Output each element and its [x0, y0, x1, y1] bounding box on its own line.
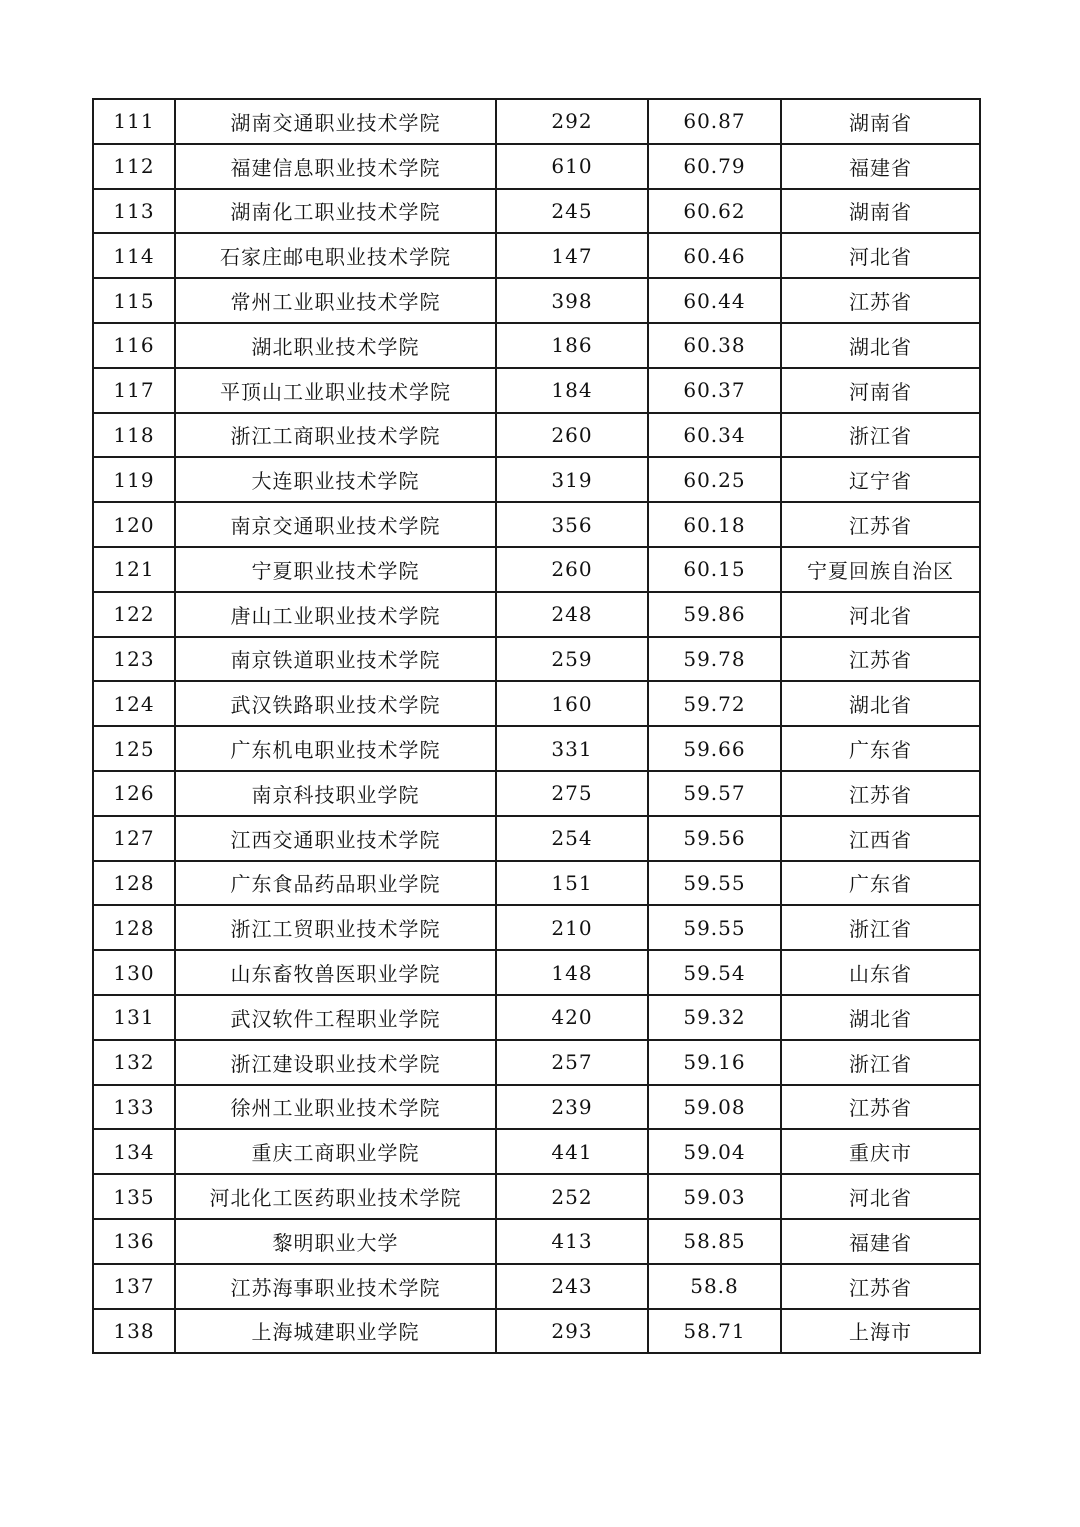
school-name-cell: 宁夏职业技术学院	[175, 547, 496, 592]
rank-cell: 126	[93, 771, 175, 816]
province-cell: 重庆市	[781, 1129, 980, 1174]
count-cell: 151	[496, 861, 648, 906]
rank-cell: 134	[93, 1129, 175, 1174]
count-cell: 260	[496, 413, 648, 458]
school-name-cell: 浙江工贸职业技术学院	[175, 905, 496, 950]
rank-cell: 128	[93, 861, 175, 906]
score-cell: 60.46	[648, 233, 781, 278]
count-cell: 420	[496, 995, 648, 1040]
score-cell: 58.8	[648, 1264, 781, 1309]
count-cell: 254	[496, 816, 648, 861]
table-row	[93, 457, 980, 502]
count-cell: 248	[496, 592, 648, 637]
province-cell: 江西省	[781, 816, 980, 861]
school-name-cell: 南京铁道职业技术学院	[175, 637, 496, 682]
school-name-cell: 河北化工医药职业技术学院	[175, 1174, 496, 1219]
table-row	[93, 816, 980, 861]
count-cell: 441	[496, 1129, 648, 1174]
school-name-cell: 江苏海事职业技术学院	[175, 1264, 496, 1309]
table-row	[93, 278, 980, 323]
count-cell: 292	[496, 99, 648, 144]
count-cell: 319	[496, 457, 648, 502]
score-cell: 59.55	[648, 905, 781, 950]
table-row	[93, 502, 980, 547]
rank-cell: 122	[93, 592, 175, 637]
province-cell: 浙江省	[781, 1040, 980, 1085]
school-name-cell: 平顶山工业职业技术学院	[175, 368, 496, 413]
rank-cell: 132	[93, 1040, 175, 1085]
school-name-cell: 大连职业技术学院	[175, 457, 496, 502]
score-cell: 59.57	[648, 771, 781, 816]
count-cell: 186	[496, 323, 648, 368]
score-cell: 60.38	[648, 323, 781, 368]
table-row	[93, 637, 980, 682]
rank-cell: 115	[93, 278, 175, 323]
school-name-cell: 广东食品药品职业学院	[175, 861, 496, 906]
score-cell: 60.79	[648, 144, 781, 189]
table-row	[93, 1040, 980, 1085]
rank-cell: 116	[93, 323, 175, 368]
count-cell: 210	[496, 905, 648, 950]
province-cell: 广东省	[781, 861, 980, 906]
count-cell: 243	[496, 1264, 648, 1309]
province-cell: 宁夏回族自治区	[781, 547, 980, 592]
school-name-cell: 重庆工商职业学院	[175, 1129, 496, 1174]
score-cell: 59.72	[648, 681, 781, 726]
score-cell: 59.16	[648, 1040, 781, 1085]
school-name-cell: 上海城建职业学院	[175, 1309, 496, 1354]
school-name-cell: 广东机电职业技术学院	[175, 726, 496, 771]
school-name-cell: 常州工业职业技术学院	[175, 278, 496, 323]
school-name-cell: 浙江建设职业技术学院	[175, 1040, 496, 1085]
table-row	[93, 233, 980, 278]
count-cell: 239	[496, 1085, 648, 1130]
province-cell: 河南省	[781, 368, 980, 413]
province-cell: 浙江省	[781, 413, 980, 458]
count-cell: 413	[496, 1219, 648, 1264]
province-cell: 河北省	[781, 1174, 980, 1219]
rank-cell: 114	[93, 233, 175, 278]
province-cell: 湖北省	[781, 995, 980, 1040]
score-cell: 59.56	[648, 816, 781, 861]
province-cell: 广东省	[781, 726, 980, 771]
table-row	[93, 323, 980, 368]
score-cell: 59.55	[648, 861, 781, 906]
school-name-cell: 湖南化工职业技术学院	[175, 189, 496, 234]
rank-cell: 123	[93, 637, 175, 682]
school-name-cell: 湖北职业技术学院	[175, 323, 496, 368]
province-cell: 江苏省	[781, 502, 980, 547]
count-cell: 160	[496, 681, 648, 726]
score-cell: 58.85	[648, 1219, 781, 1264]
rank-cell: 113	[93, 189, 175, 234]
rank-cell: 127	[93, 816, 175, 861]
table-row	[93, 1085, 980, 1130]
count-cell: 356	[496, 502, 648, 547]
table-row	[93, 681, 980, 726]
rank-cell: 117	[93, 368, 175, 413]
score-cell: 60.25	[648, 457, 781, 502]
table-row	[93, 1129, 980, 1174]
rank-cell: 118	[93, 413, 175, 458]
rank-cell: 128	[93, 905, 175, 950]
score-cell: 60.37	[648, 368, 781, 413]
table-row	[93, 905, 980, 950]
school-name-cell: 武汉铁路职业技术学院	[175, 681, 496, 726]
rank-cell: 121	[93, 547, 175, 592]
school-name-cell: 南京交通职业技术学院	[175, 502, 496, 547]
province-cell: 湖南省	[781, 99, 980, 144]
province-cell: 江苏省	[781, 1264, 980, 1309]
province-cell: 河北省	[781, 233, 980, 278]
school-name-cell: 徐州工业职业技术学院	[175, 1085, 496, 1130]
count-cell: 260	[496, 547, 648, 592]
rank-cell: 133	[93, 1085, 175, 1130]
count-cell: 331	[496, 726, 648, 771]
rank-cell: 138	[93, 1309, 175, 1354]
score-cell: 59.86	[648, 592, 781, 637]
score-cell: 60.34	[648, 413, 781, 458]
score-cell: 59.78	[648, 637, 781, 682]
score-cell: 59.66	[648, 726, 781, 771]
rank-cell: 137	[93, 1264, 175, 1309]
rank-cell: 125	[93, 726, 175, 771]
table-row	[93, 189, 980, 234]
province-cell: 福建省	[781, 144, 980, 189]
table-row	[93, 368, 980, 413]
count-cell: 184	[496, 368, 648, 413]
table-row	[93, 144, 980, 189]
province-cell: 江苏省	[781, 1085, 980, 1130]
rank-cell: 136	[93, 1219, 175, 1264]
school-name-cell: 福建信息职业技术学院	[175, 144, 496, 189]
score-cell: 58.71	[648, 1309, 781, 1354]
table-row	[93, 413, 980, 458]
count-cell: 147	[496, 233, 648, 278]
count-cell: 257	[496, 1040, 648, 1085]
table-row	[93, 726, 980, 771]
count-cell: 148	[496, 950, 648, 995]
school-name-cell: 黎明职业大学	[175, 1219, 496, 1264]
score-cell: 60.44	[648, 278, 781, 323]
rank-cell: 111	[93, 99, 175, 144]
count-cell: 245	[496, 189, 648, 234]
count-cell: 259	[496, 637, 648, 682]
score-cell: 59.04	[648, 1129, 781, 1174]
school-name-cell: 山东畜牧兽医职业学院	[175, 950, 496, 995]
rank-cell: 112	[93, 144, 175, 189]
table-row	[93, 1264, 980, 1309]
table-row	[93, 99, 980, 144]
province-cell: 江苏省	[781, 637, 980, 682]
table-row	[93, 1174, 980, 1219]
rank-cell: 119	[93, 457, 175, 502]
rank-cell: 120	[93, 502, 175, 547]
table-row	[93, 861, 980, 906]
ranking-table-body	[93, 99, 980, 1353]
rank-cell: 124	[93, 681, 175, 726]
table-row	[93, 771, 980, 816]
province-cell: 上海市	[781, 1309, 980, 1354]
school-name-cell: 南京科技职业学院	[175, 771, 496, 816]
province-cell: 浙江省	[781, 905, 980, 950]
count-cell: 252	[496, 1174, 648, 1219]
score-cell: 60.87	[648, 99, 781, 144]
province-cell: 湖北省	[781, 681, 980, 726]
school-name-cell: 浙江工商职业技术学院	[175, 413, 496, 458]
count-cell: 398	[496, 278, 648, 323]
score-cell: 59.54	[648, 950, 781, 995]
ranking-table	[92, 98, 981, 1354]
table-row	[93, 592, 980, 637]
count-cell: 293	[496, 1309, 648, 1354]
school-name-cell: 江西交通职业技术学院	[175, 816, 496, 861]
province-cell: 河北省	[781, 592, 980, 637]
score-cell: 59.32	[648, 995, 781, 1040]
province-cell: 湖南省	[781, 189, 980, 234]
score-cell: 60.18	[648, 502, 781, 547]
table-row	[93, 995, 980, 1040]
province-cell: 山东省	[781, 950, 980, 995]
province-cell: 江苏省	[781, 278, 980, 323]
rank-cell: 135	[93, 1174, 175, 1219]
school-name-cell: 湖南交通职业技术学院	[175, 99, 496, 144]
score-cell: 60.15	[648, 547, 781, 592]
province-cell: 江苏省	[781, 771, 980, 816]
province-cell: 辽宁省	[781, 457, 980, 502]
rank-cell: 130	[93, 950, 175, 995]
province-cell: 福建省	[781, 1219, 980, 1264]
table-row	[93, 1309, 980, 1354]
table-row	[93, 1219, 980, 1264]
school-name-cell: 唐山工业职业技术学院	[175, 592, 496, 637]
school-name-cell: 武汉软件工程职业学院	[175, 995, 496, 1040]
province-cell: 湖北省	[781, 323, 980, 368]
table-row	[93, 950, 980, 995]
table-row	[93, 547, 980, 592]
score-cell: 59.08	[648, 1085, 781, 1130]
rank-cell: 131	[93, 995, 175, 1040]
count-cell: 275	[496, 771, 648, 816]
count-cell: 610	[496, 144, 648, 189]
school-name-cell: 石家庄邮电职业技术学院	[175, 233, 496, 278]
score-cell: 60.62	[648, 189, 781, 234]
score-cell: 59.03	[648, 1174, 781, 1219]
